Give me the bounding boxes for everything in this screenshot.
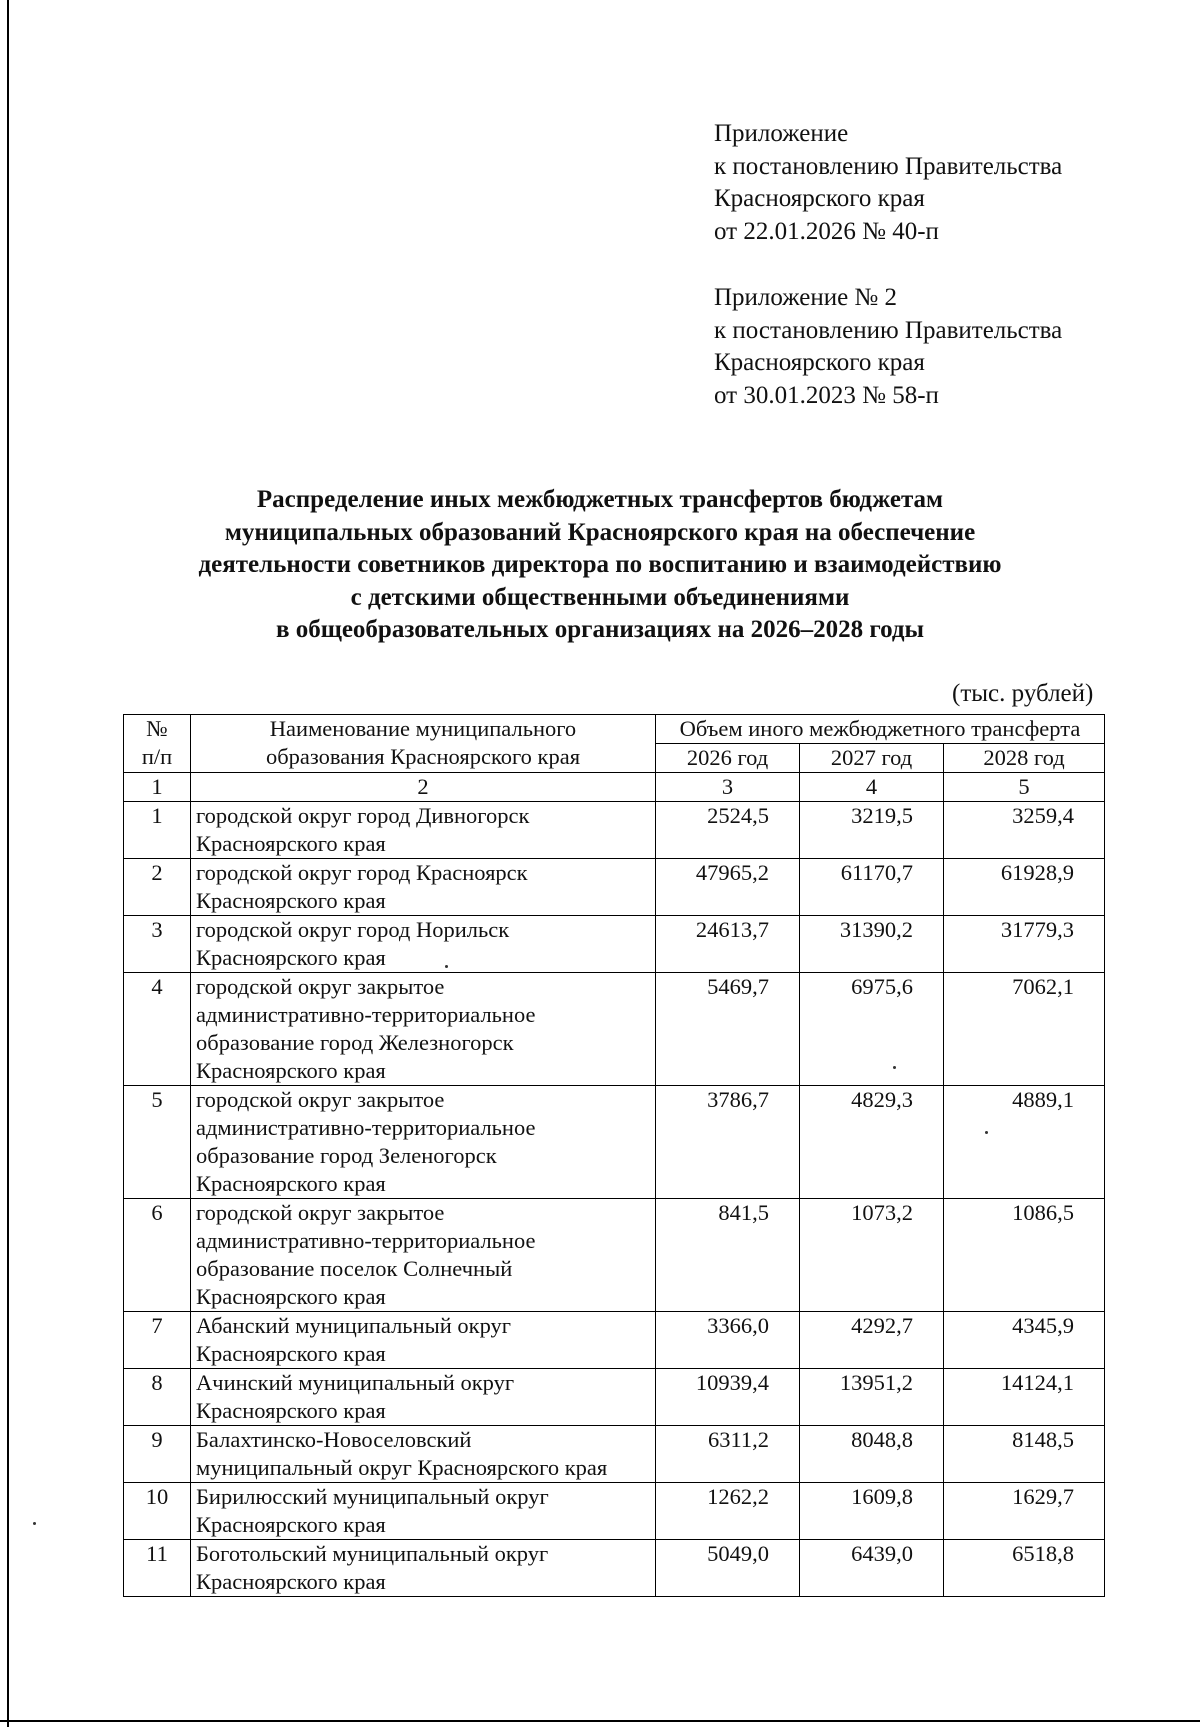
row-number: 2 (124, 859, 191, 916)
title-line: с детскими общественными объединениями (350, 583, 850, 611)
value-2028: 14124,1 (944, 1369, 1105, 1426)
table-row (124, 1426, 1105, 1483)
header-year-2026: 2026 год (656, 744, 800, 773)
row-number: 10 (124, 1483, 191, 1540)
table-row (124, 859, 1105, 916)
header-year-2028: 2028 год (944, 744, 1105, 773)
name-line: образование город Железногорск (196, 1030, 514, 1055)
value-2027: 8048,8 (800, 1426, 944, 1483)
name-line: городской округ закрытое (196, 974, 445, 999)
value-2027: 6975,6 (800, 973, 944, 1086)
value-2028: 7062,1 (944, 973, 1105, 1086)
value-2027: 3219,5 (800, 802, 944, 859)
header-num-line1: № (146, 716, 168, 741)
title-line: Распределение иных межбюджетных трансфертов бюджетам (256, 486, 944, 513)
header-name-line2: образования Красноярского края (265, 744, 581, 769)
municipality-name (191, 1199, 656, 1312)
name-line: городской округ город Красноярск (196, 860, 528, 885)
name-line: Красноярского края (196, 1512, 386, 1537)
row-number: 11 (124, 1540, 191, 1597)
name-line: Красноярского края (196, 1398, 386, 1423)
value-2026: 3366,0 (656, 1312, 800, 1369)
value-2026: 1262,2 (656, 1483, 800, 1540)
value-2026: 5049,0 (656, 1540, 800, 1597)
annex-current-line: к постановлению Правительства (714, 152, 1063, 180)
value-2027: 13951,2 (800, 1369, 944, 1426)
name-line: муниципальный округ Красноярского края (196, 1455, 608, 1480)
value-2026: 6311,2 (656, 1426, 800, 1483)
value-2026: 10939,4 (656, 1369, 800, 1426)
municipality-name (191, 1312, 656, 1369)
scan-speck (33, 1522, 36, 1525)
scan-speck (445, 965, 448, 968)
name-line: Красноярского края (196, 888, 386, 913)
name-line: городской округ закрытое (196, 1200, 445, 1225)
value-2028: 1086,5 (944, 1199, 1105, 1312)
name-line: административно-территориальное (196, 1115, 536, 1140)
annex-original-line: к постановлению Правительства (714, 316, 1063, 344)
name-line: городской округ город Дивногорск (196, 803, 530, 828)
table-row (124, 802, 1105, 859)
annex-original-block (714, 282, 1062, 412)
row-number: 4 (124, 973, 191, 1086)
annex-current-line: Приложение (714, 120, 849, 147)
row-number: 8 (124, 1369, 191, 1426)
annex-original-line: Красноярского края (714, 349, 925, 376)
left-border-line (7, 0, 9, 1727)
name-line: Бирилюсский муниципальный округ (196, 1484, 549, 1509)
table-row (124, 1369, 1105, 1426)
name-line: Красноярского края (196, 1171, 386, 1196)
value-2028: 1629,7 (944, 1483, 1105, 1540)
header-num-cell (124, 715, 191, 773)
name-line: Балахтинско-Новоселовский (196, 1427, 472, 1452)
table-row (124, 1199, 1105, 1312)
scan-speck (893, 1066, 896, 1069)
table-row (124, 1086, 1105, 1199)
value-2028: 6518,8 (944, 1540, 1105, 1597)
value-2028: 3259,4 (944, 802, 1105, 859)
value-2026: 3786,7 (656, 1086, 800, 1199)
municipality-name (191, 859, 656, 916)
value-2028: 8148,5 (944, 1426, 1105, 1483)
annex-current-line: от 22.01.2026 № 40-п (714, 217, 939, 245)
name-line: Боготольский муниципальный округ (196, 1541, 549, 1566)
value-2026: 2524,5 (656, 802, 800, 859)
value-2028: 61928,9 (944, 859, 1105, 916)
header-volume-cell: Объем иного межбюджетного трансферта (656, 715, 1105, 744)
document-title (120, 484, 1080, 647)
header-row (124, 715, 1105, 744)
value-2027: 1073,2 (800, 1199, 944, 1312)
name-line: административно-территориальное (196, 1228, 536, 1253)
header-name-cell (191, 715, 656, 773)
name-line: Красноярского края (196, 1341, 386, 1366)
municipality-name (191, 973, 656, 1086)
column-number: 2 (191, 773, 656, 802)
annex-current-line: Красноярского края (714, 185, 925, 212)
table-row (124, 1312, 1105, 1369)
municipality-name (191, 1483, 656, 1540)
row-number: 7 (124, 1312, 191, 1369)
municipality-name (191, 802, 656, 859)
value-2028: 4345,9 (944, 1312, 1105, 1369)
value-2028: 31779,3 (944, 916, 1105, 973)
name-line: образование город Зеленогорск (196, 1143, 497, 1168)
value-2028: 4889,1 (944, 1086, 1105, 1199)
column-number: 4 (800, 773, 944, 802)
row-number: 5 (124, 1086, 191, 1199)
annex-original-line: от 30.01.2023 № 58-п (714, 381, 939, 409)
header-num-line2: п/п (141, 744, 173, 769)
name-line: образование поселок Солнечный (196, 1256, 513, 1281)
title-line: в общеобразовательных организациях на 2026–2028 годы (275, 616, 925, 643)
row-number: 9 (124, 1426, 191, 1483)
table-row (124, 1540, 1105, 1597)
value-2026: 841,5 (656, 1199, 800, 1312)
table-row (124, 916, 1105, 973)
annex-original-line: Приложение № 2 (714, 284, 898, 311)
value-2027: 4829,3 (800, 1086, 944, 1199)
value-2026: 24613,7 (656, 916, 800, 973)
table-row (124, 973, 1105, 1086)
row-number: 3 (124, 916, 191, 973)
value-2027: 1609,8 (800, 1483, 944, 1540)
column-number: 3 (656, 773, 800, 802)
units-label: (тыс. рублей) (952, 680, 1094, 707)
municipality-name (191, 1540, 656, 1597)
municipality-name (191, 1369, 656, 1426)
value-2027: 61170,7 (800, 859, 944, 916)
name-line: Красноярского края (196, 1284, 386, 1309)
column-number: 5 (944, 773, 1105, 802)
title-line: муниципальных образований Красноярского края на обеспечение (224, 518, 976, 546)
table-row (124, 1483, 1105, 1540)
municipality-name (191, 1086, 656, 1199)
name-line: Красноярского края (196, 1058, 386, 1083)
value-2027: 31390,2 (800, 916, 944, 973)
title-line: деятельности советников директора по воспитанию и взаимодействию (198, 551, 1002, 578)
row-number: 6 (124, 1199, 191, 1312)
name-line: Абанский муниципальный округ (196, 1313, 512, 1338)
bottom-border-line (0, 1720, 1200, 1722)
row-number: 1 (124, 802, 191, 859)
column-number: 1 (124, 773, 191, 802)
annex-current-block (714, 118, 1062, 248)
header-name-line1: Наименование муниципального (269, 716, 577, 741)
value-2026: 5469,7 (656, 973, 800, 1086)
value-2026: 47965,2 (656, 859, 800, 916)
municipality-name (191, 1426, 656, 1483)
name-line: городской округ закрытое (196, 1087, 445, 1112)
name-line: Красноярского края (196, 945, 386, 970)
name-line: Красноярского края (196, 831, 386, 856)
value-2027: 6439,0 (800, 1540, 944, 1597)
transfer-table (123, 714, 1105, 1597)
scan-speck (985, 1131, 988, 1134)
name-line: административно-территориальное (196, 1002, 536, 1027)
name-line: городской округ город Норильск (196, 917, 510, 942)
municipality-name (191, 916, 656, 973)
name-line: Ачинский муниципальный округ (196, 1370, 515, 1395)
value-2027: 4292,7 (800, 1312, 944, 1369)
header-year-2027: 2027 год (800, 744, 944, 773)
column-numbers-row (124, 773, 1105, 802)
name-line: Красноярского края (196, 1569, 386, 1594)
